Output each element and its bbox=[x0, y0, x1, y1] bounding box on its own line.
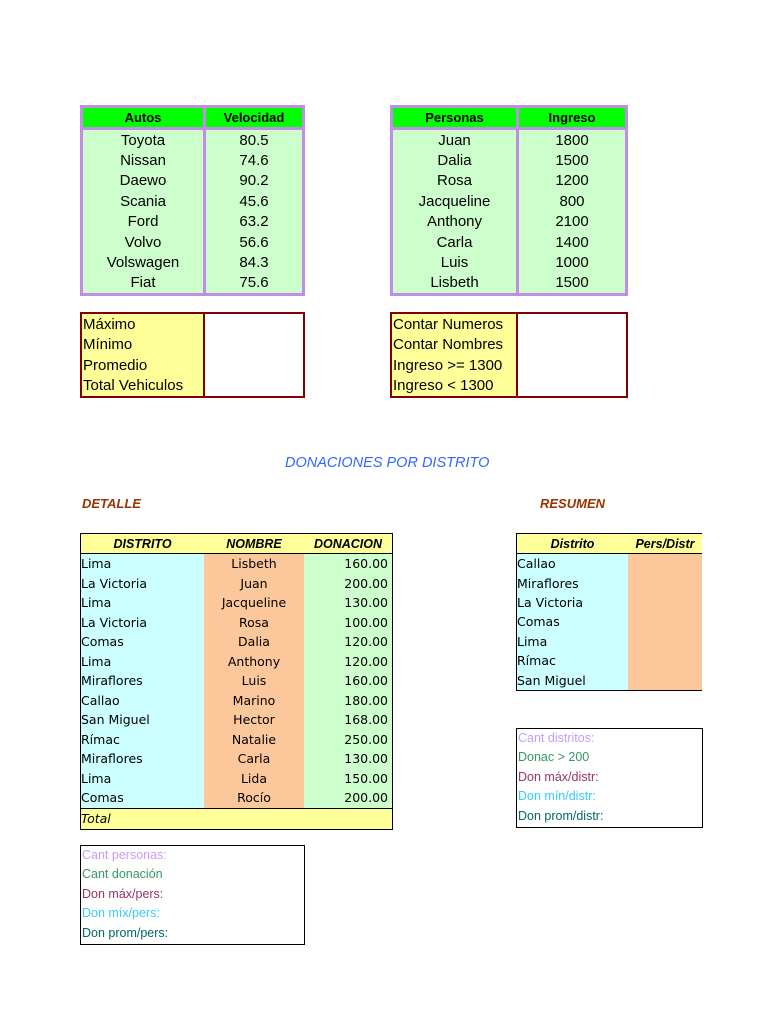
auto-name: Ford bbox=[82, 212, 205, 232]
table-row bbox=[517, 554, 703, 574]
table-row bbox=[517, 632, 703, 651]
personas-table bbox=[390, 105, 628, 296]
persona-income: 2100 bbox=[518, 212, 627, 232]
don-min-distr-label: Don mín/distr: bbox=[518, 789, 596, 804]
donacion-cell: 130.00 bbox=[304, 593, 393, 613]
auto-name: Toyota bbox=[82, 129, 205, 151]
stat-ingreso-lt-value[interactable] bbox=[517, 376, 627, 398]
persona-income: 1400 bbox=[518, 232, 627, 252]
distrito-cell: Rímac bbox=[81, 730, 205, 750]
ingreso-header: Ingreso bbox=[518, 107, 627, 129]
auto-speed: 56.6 bbox=[205, 232, 304, 252]
auto-name: Nissan bbox=[82, 150, 205, 170]
distrito-cell: Miraflores bbox=[81, 749, 205, 769]
donacion-cell: 168.00 bbox=[304, 710, 393, 730]
distrito-cell: Lima bbox=[81, 554, 205, 574]
nombre-cell: Anthony bbox=[204, 652, 304, 672]
table-row bbox=[82, 129, 304, 151]
total-row bbox=[81, 808, 393, 829]
stat-total-value[interactable] bbox=[204, 376, 304, 398]
nombre-cell: Hector bbox=[204, 710, 304, 730]
autos-stats-box bbox=[80, 312, 305, 398]
table-row bbox=[82, 212, 304, 232]
table-row bbox=[517, 573, 703, 592]
table-row bbox=[517, 651, 703, 670]
donacion-cell: 200.00 bbox=[304, 788, 393, 808]
distrito-header: DISTRITO bbox=[81, 534, 205, 554]
table-row bbox=[81, 593, 393, 613]
nombre-cell: Dalia bbox=[204, 632, 304, 652]
table-row bbox=[392, 273, 627, 295]
stat-contar-nombres-label: Contar Nombres bbox=[391, 335, 517, 356]
don-max-distr-label: Don máx/distr: bbox=[518, 769, 599, 784]
distrito-cell: Lima bbox=[81, 652, 205, 672]
distrito-cell: La Victoria bbox=[81, 574, 205, 594]
nombre-cell: Carla bbox=[204, 749, 304, 769]
nombre-header: NOMBRE bbox=[204, 534, 304, 554]
table-row bbox=[392, 212, 627, 232]
pers-distr-cell[interactable] bbox=[628, 651, 702, 670]
table-row bbox=[82, 191, 304, 211]
pers-distr-cell[interactable] bbox=[628, 632, 702, 651]
resumen-distrito-header: Distrito bbox=[517, 534, 629, 554]
stat-maximo-label: Máximo bbox=[81, 313, 204, 335]
table-row bbox=[392, 191, 627, 211]
distrito-cell: Callao bbox=[81, 691, 205, 711]
nombre-cell: Rosa bbox=[204, 613, 304, 633]
donacion-cell: 160.00 bbox=[304, 671, 393, 691]
auto-speed: 90.2 bbox=[205, 171, 304, 191]
stat-ingreso-ge-value[interactable] bbox=[517, 355, 627, 376]
resumen-distrito-cell: Callao bbox=[517, 554, 629, 574]
don-prom-pers-label: Don prom/pers: bbox=[82, 925, 169, 940]
stat-contar-numeros-label: Contar Numeros bbox=[391, 313, 517, 335]
persona-name: Luis bbox=[392, 252, 518, 272]
stat-maximo-value[interactable] bbox=[204, 313, 304, 335]
resumen-distrito-cell: La Victoria bbox=[517, 593, 629, 612]
donacion-cell: 180.00 bbox=[304, 691, 393, 711]
stat-total-label: Total Vehiculos bbox=[81, 376, 204, 398]
personas-stats-box bbox=[390, 312, 628, 398]
total-empty bbox=[204, 808, 304, 829]
personas-header: Personas bbox=[392, 107, 518, 129]
don-prom-distr-label: Don prom/distr: bbox=[518, 808, 604, 823]
resumen-stats-box bbox=[516, 728, 703, 828]
section-title: DONACIONES POR DISTRITO bbox=[285, 455, 490, 471]
persona-name: Jacqueline bbox=[392, 191, 518, 211]
distrito-cell: Lima bbox=[81, 769, 205, 789]
resumen-distrito-cell: Comas bbox=[517, 612, 629, 631]
distrito-cell: Comas bbox=[81, 632, 205, 652]
nombre-cell: Jacqueline bbox=[204, 593, 304, 613]
pers-distr-cell[interactable] bbox=[628, 612, 702, 631]
table-row bbox=[517, 593, 703, 612]
nombre-cell: Lida bbox=[204, 769, 304, 789]
table-row bbox=[82, 150, 304, 170]
auto-name: Volvo bbox=[82, 232, 205, 252]
table-row bbox=[81, 574, 393, 594]
table-row bbox=[81, 632, 393, 652]
donacion-cell: 150.00 bbox=[304, 769, 393, 789]
table-row bbox=[81, 769, 393, 789]
nombre-cell: Rocío bbox=[204, 788, 304, 808]
stat-ingreso-ge-label: Ingreso >= 1300 bbox=[391, 355, 517, 376]
table-row bbox=[517, 670, 703, 690]
distrito-cell: Lima bbox=[81, 593, 205, 613]
distrito-cell: San Miguel bbox=[81, 710, 205, 730]
auto-speed: 74.6 bbox=[205, 150, 304, 170]
distrito-cell: Miraflores bbox=[81, 671, 205, 691]
persona-income: 1200 bbox=[518, 171, 627, 191]
distrito-cell: La Victoria bbox=[81, 613, 205, 633]
autos-header: Autos bbox=[82, 107, 205, 129]
pers-distr-cell[interactable] bbox=[628, 554, 702, 574]
nombre-cell: Luis bbox=[204, 671, 304, 691]
donacion-cell: 250.00 bbox=[304, 730, 393, 750]
pers-distr-cell[interactable] bbox=[628, 670, 702, 690]
table-row bbox=[392, 171, 627, 191]
table-row bbox=[81, 554, 393, 574]
cant-donacion-label: Cant donación bbox=[82, 867, 163, 882]
detalle-title: DETALLE bbox=[82, 496, 141, 511]
resumen-distrito-cell: San Miguel bbox=[517, 670, 629, 690]
donacion-cell: 200.00 bbox=[304, 574, 393, 594]
pers-distr-header: Pers/Distr bbox=[628, 534, 702, 554]
distrito-cell: Comas bbox=[81, 788, 205, 808]
persona-name: Anthony bbox=[392, 212, 518, 232]
persona-income: 1500 bbox=[518, 150, 627, 170]
table-row bbox=[81, 652, 393, 672]
persona-income: 800 bbox=[518, 191, 627, 211]
donacion-cell: 130.00 bbox=[304, 749, 393, 769]
table-row bbox=[82, 232, 304, 252]
resumen-table bbox=[516, 533, 702, 691]
table-row bbox=[81, 710, 393, 730]
auto-speed: 80.5 bbox=[205, 129, 304, 151]
resumen-distrito-cell: Miraflores bbox=[517, 573, 629, 592]
persona-income: 1800 bbox=[518, 129, 627, 151]
table-row bbox=[392, 232, 627, 252]
table-row bbox=[81, 730, 393, 750]
persona-name: Carla bbox=[392, 232, 518, 252]
table-row bbox=[392, 150, 627, 170]
table-row bbox=[81, 749, 393, 769]
nombre-cell: Lisbeth bbox=[204, 554, 304, 574]
donacion-header: DONACION bbox=[304, 534, 393, 554]
persona-income: 1000 bbox=[518, 252, 627, 272]
donacion-cell: 120.00 bbox=[304, 632, 393, 652]
donacion-cell: 160.00 bbox=[304, 554, 393, 574]
stat-contar-numeros-value[interactable] bbox=[517, 313, 627, 335]
cant-distritos-label: Cant distritos: bbox=[518, 731, 595, 745]
autos-table bbox=[80, 105, 305, 296]
donacion-cell: 120.00 bbox=[304, 652, 393, 672]
pers-distr-cell[interactable] bbox=[628, 593, 702, 612]
resumen-title: RESUMEN bbox=[540, 496, 606, 511]
resumen-distrito-cell: Lima bbox=[517, 632, 629, 651]
auto-speed: 75.6 bbox=[205, 273, 304, 295]
velocidad-header: Velocidad bbox=[205, 107, 304, 129]
table-row bbox=[82, 273, 304, 295]
auto-name: Volswagen bbox=[82, 252, 205, 272]
stat-minimo-label: Mínimo bbox=[81, 335, 204, 356]
nombre-cell: Natalie bbox=[204, 730, 304, 750]
table-row bbox=[392, 129, 627, 151]
persona-name: Rosa bbox=[392, 171, 518, 191]
nombre-cell: Marino bbox=[204, 691, 304, 711]
table-row bbox=[81, 613, 393, 633]
persona-name: Dalia bbox=[392, 150, 518, 170]
persona-name: Juan bbox=[392, 129, 518, 151]
table-row bbox=[82, 171, 304, 191]
auto-name: Daewo bbox=[82, 171, 205, 191]
stat-contar-nombres-value[interactable] bbox=[517, 335, 627, 356]
resumen-distrito-cell: Rímac bbox=[517, 651, 629, 670]
stat-promedio-value[interactable] bbox=[204, 355, 304, 376]
auto-speed: 84.3 bbox=[205, 252, 304, 272]
stat-minimo-value[interactable] bbox=[204, 335, 304, 356]
table-row bbox=[392, 252, 627, 272]
auto-name: Scania bbox=[82, 191, 205, 211]
auto-name: Fiat bbox=[82, 273, 205, 295]
stat-promedio-label: Promedio bbox=[81, 355, 204, 376]
total-label: Total bbox=[81, 808, 205, 829]
persona-stats-box bbox=[80, 845, 305, 945]
table-row bbox=[81, 691, 393, 711]
nombre-cell: Juan bbox=[204, 574, 304, 594]
stat-ingreso-lt-label: Ingreso < 1300 bbox=[391, 376, 517, 398]
table-row bbox=[82, 252, 304, 272]
table-row bbox=[81, 788, 393, 808]
don-mix-pers-label: Don míx/pers: bbox=[82, 906, 160, 921]
pers-distr-cell[interactable] bbox=[628, 573, 702, 592]
auto-speed: 63.2 bbox=[205, 212, 304, 232]
table-row bbox=[81, 671, 393, 691]
donacion-cell: 100.00 bbox=[304, 613, 393, 633]
total-value[interactable] bbox=[304, 808, 393, 829]
auto-speed: 45.6 bbox=[205, 191, 304, 211]
don-max-pers-label: Don máx/pers: bbox=[82, 886, 164, 901]
donac-mayor-200-label: Donac > 200 bbox=[518, 750, 590, 765]
persona-income: 1500 bbox=[518, 273, 627, 295]
cant-personas-label: Cant personas: bbox=[82, 848, 167, 862]
persona-name: Lisbeth bbox=[392, 273, 518, 295]
table-row bbox=[517, 612, 703, 631]
detalle-table bbox=[80, 533, 393, 830]
